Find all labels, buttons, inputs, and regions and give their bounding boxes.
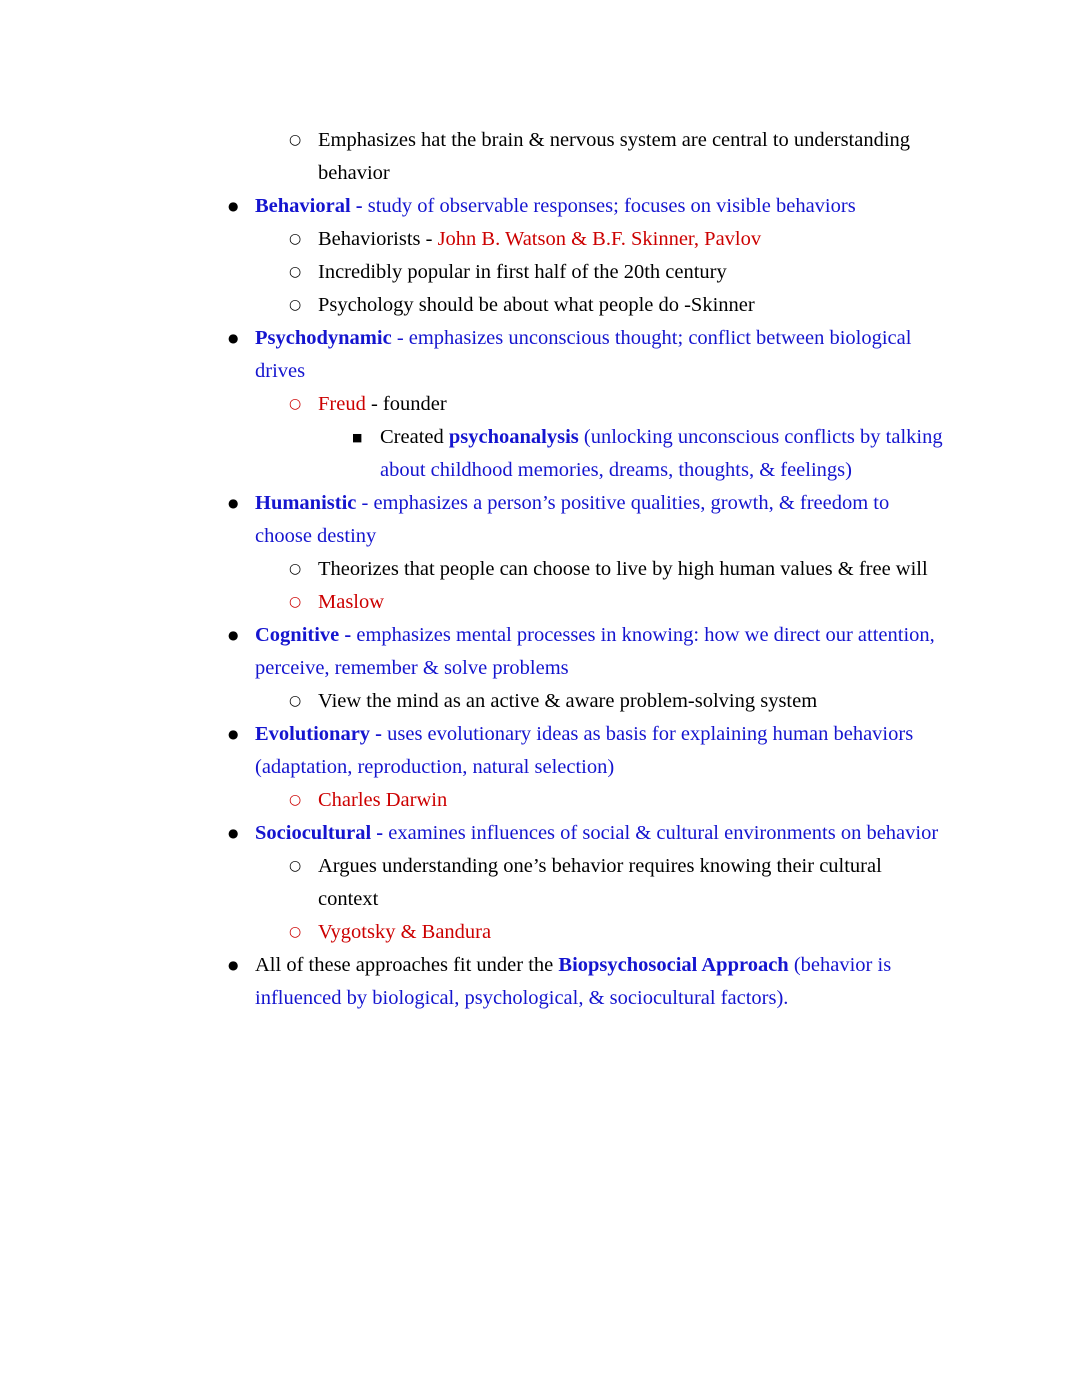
text-segment: Incredibly popular in first half of the 20th century [318,261,727,283]
text-segment: Charles Darwin [318,789,448,811]
list-item-text [318,789,447,811]
list-item [0,949,1080,1015]
text-segment: - emphasizes a person’s positive qualities, growth, & freedom to choose destiny [255,492,890,547]
text-segment: Cognitive - [255,624,357,646]
bullet-circle-icon: ○ [289,297,302,313]
list-item [0,124,1080,190]
list-item [0,850,1080,916]
list-item-text [380,426,943,481]
bullet-disc-icon: ● [228,331,239,345]
list-item-text [255,624,935,679]
text-segment: examines influences of social & cultural environments on behavior [388,822,939,844]
list-item-text [318,591,384,613]
bullet-circle-icon: ○ [289,924,302,940]
list-item-text [318,129,910,184]
text-segment: psychoanalysis [448,426,579,448]
text-segment: Emphasizes hat the brain & nervous system are central to understanding behavior [318,129,911,184]
list-item [0,784,1080,817]
bullet-circle-icon: ○ [289,858,302,874]
bullet-disc-icon: ● [228,727,239,741]
list-item [0,289,1080,322]
text-segment: Freud [318,393,366,415]
list-item [0,619,1080,685]
bullet-disc-icon: ● [228,199,239,213]
list-item [0,916,1080,949]
list-item-text [255,954,891,1009]
bullet-circle-icon: ○ [289,792,302,808]
list-item [0,256,1080,289]
text-segment: emphasizes mental processes in knowing: how we direct our attention, perceive, remember & solve problems [255,624,935,679]
list-item-text [255,723,913,778]
text-segment: Evolutionary - [255,723,388,745]
text-segment: Biopsychosocial Approach [558,954,789,976]
text-segment: Behaviorists - [318,228,438,250]
list-item [0,487,1080,553]
bullet-circle-icon: ○ [289,594,302,610]
list-item-text [318,921,491,943]
text-segment: Psychology should be about what people do -Skinner [318,294,755,316]
bullet-disc-icon: ● [228,826,239,840]
list-item [0,586,1080,619]
list-item [0,553,1080,586]
text-segment: Maslow [318,591,385,613]
text-segment: View the mind as an active & aware problem-solving system [318,690,818,712]
list-item [0,421,1080,487]
list-item-text [255,327,911,382]
text-segment: - founder [365,393,447,415]
text-segment: Psychodynamic [255,327,392,349]
bullet-circle-icon: ○ [289,264,302,280]
list-item-text [318,393,447,415]
list-item [0,685,1080,718]
bullet-square-icon: ■ [352,431,363,444]
text-segment: Behavioral - [255,195,368,217]
text-segment: study of observable responses; focuses on visible behaviors [367,195,856,217]
list-item-text [318,855,882,910]
list-item [0,817,1080,850]
text-segment: All of these approaches fit under the [255,954,559,976]
list-item [0,190,1080,223]
text-segment: (behavior is influenced by biological, psychological, & sociocultural factors). [255,954,892,1009]
text-segment: Argues understanding one’s behavior requires knowing their cultural context [318,855,882,910]
text-segment: (unlocking unconscious conflicts by talking about childhood memories, dreams, thoughts, & feelings) [380,426,943,481]
list-item-text [318,558,928,580]
bullet-circle-icon: ○ [289,693,302,709]
text-segment: John B. Watson & B.F. Skinner, Pavlov [437,228,762,250]
list-item-text [255,822,938,844]
list-item-text [255,492,889,547]
bullet-circle-icon: ○ [289,561,302,577]
list-item-text [318,294,755,316]
list-item-text [318,228,761,250]
list-item-text [318,261,727,283]
document-content [0,124,1080,1015]
list-item-text [255,195,856,217]
text-segment: Sociocultural - [255,822,389,844]
list-item-text [318,690,817,712]
list-item [0,322,1080,388]
bullet-disc-icon: ● [228,628,239,642]
bullet-disc-icon: ● [228,496,239,510]
list-item [0,388,1080,421]
bullet-circle-icon: ○ [289,396,302,412]
bullet-circle-icon: ○ [289,231,302,247]
text-segment: Humanistic [255,492,357,514]
list-item [0,718,1080,784]
text-segment: Vygotsky & Bandura [318,921,492,943]
list-item [0,223,1080,256]
text-segment: Created [380,426,449,448]
text-segment: uses evolutionary ideas as basis for explaining human behaviors (adaptation, reproduction, natural selection) [255,723,914,778]
bullet-circle-icon: ○ [289,132,302,148]
text-segment: - emphasizes unconscious thought; conflict between biological drives [255,327,912,382]
bullet-disc-icon: ● [228,958,239,972]
text-segment: Theorizes that people can choose to live by high human values & free will [318,558,928,580]
